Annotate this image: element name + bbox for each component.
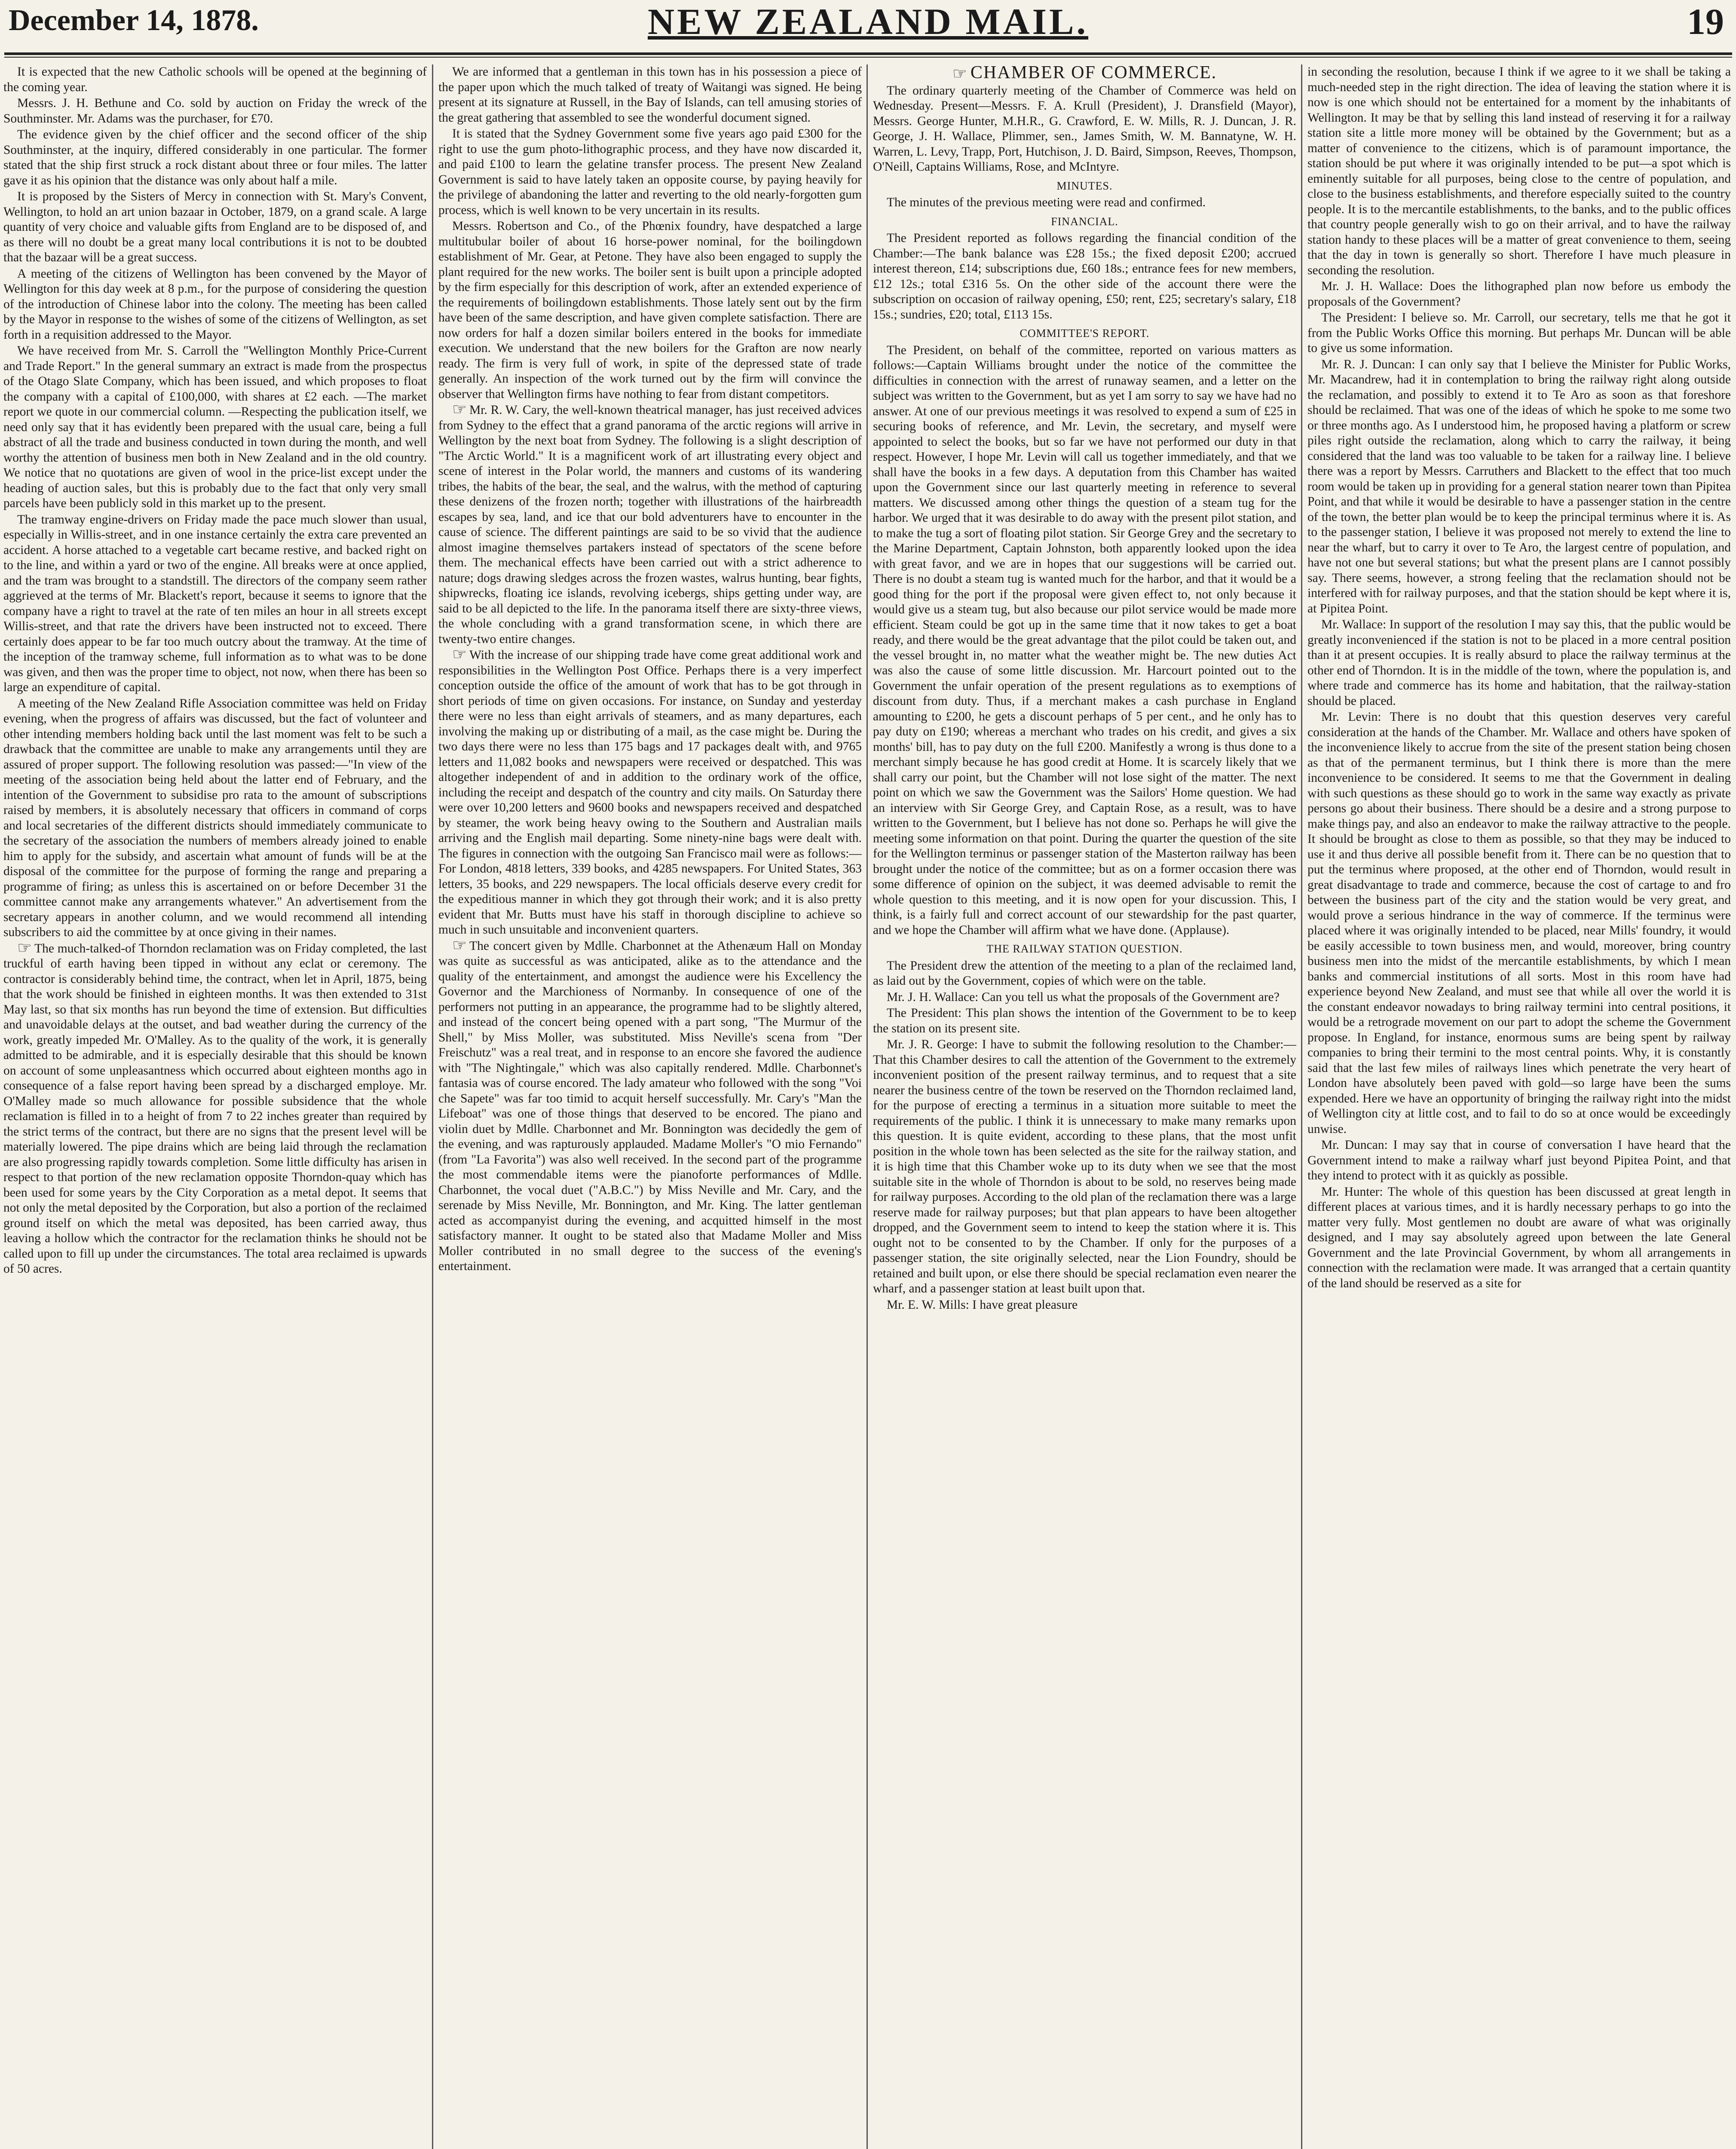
paragraph: The tramway engine-drivers on Friday made the pace much slower than usual, especially in Willis-street, and in one instance certainly the extra care prevented an accident. A horse attached to a vegetable cart became restive, and backed right on to the line, and within a yard or two of the engine. All breaks were at once applied, and the tram was brought to a standstill. The directors of the company seem rather aggrieved at the terms of Mr. Blackett's report, because it seems to ignore that the company have a right to travel at the rate of ten miles an hour in all streets except Willis-street, and that rate the drivers have been instructed not to exceed. There certainly does appear to be far too much outcry about the tramway. At the time of the inception of the tramway scheme, full information as to what was to be done was given, and then was the proper time to object, not now, when there has been so large an expenditure of capital. [3, 512, 427, 694]
paragraph-with-hand [3, 941, 427, 1277]
subheading-railway: THE RAILWAY STATION QUESTION. [986, 943, 1183, 955]
pointing-hand-icon: ☞ [17, 939, 32, 957]
paragraph: Mr. J. H. Wallace: Does the lithographed plan now before us embody the proposals of the Government? [1307, 279, 1731, 309]
paragraph: It is proposed by the Sisters of Mercy in connection with St. Mary's Convent, Wellington, to hold an art union bazaar in October, 1879, on a grand scale. A large quantity of very choice and valuable gifts from England are to be disposed of, and as there will no doubt be a great many local contributions it is not to be doubted that the bazaar will be a great success. [3, 190, 427, 264]
paragraph-with-hand [438, 936, 862, 1274]
paragraph-text: The concert given by Mdlle. Charbonnet at the Athenæum Hall on Monday was quite as successful as was anticipated, alike as to the attendance and the quality of the entertainment, and amongst the audience were his Excellency the Governor and the Marchioness of Normanby. In consequence of one of the performers not putting in an appearance, the programme had to be slightly altered, and instead of the concert being opened with a part song, "The Murmur of the Shell," by Miss Moller, was substituted. Miss Neville's scena from "Der Freischutz" was a real treat, and in response to an encore she favored the audience with "The Nightingale," which was also capitally rendered. Mdlle. Charbonnet's fantasia was of course encored. The lady amateur who followed with the song "Voi che Sapete" was far too timid to acquit herself successfully. Mr. Cary's "Man the Lifeboat" was one of those things that deserved to be encored. The piano and violin duet by Mdlle. Charbonnet and Mr. Bonnington was decidedly the gem of the evening, and was rapturously applauded. Madame Moller's "O mio Fernando" (from "La Favorita") was also well received. In the second part of the programme the most commendable items were the pianoforte performances of Mdlle. Charbonnet, the vocal duet ("A.B.C.") by Miss Neville and Mr. Cary, and the serenade by Miss Neville, Mr. Bonnington, and Mr. King. The latter gentleman acted as accompanyist during the evening, and acquitted himself in the most satisfactory manner. It ought to be stated also that Madame Moller and Miss Moller contributed in no small degree to the success of the evening's entertainment. [438, 939, 862, 1273]
paragraph: Messrs. J. H. Bethune and Co. sold by auction on Friday the wreck of the Southminster. Mr. Adams was the purchaser, for £70. [3, 96, 427, 126]
paragraph: We have received from Mr. S. Carroll the "Wellington Monthly Price-Current and Trade Report." In the general summary an extract is made from the prospectus of the Otago Slate Company, which has been issued, and which proposes to float the company with a capital of £100,000, with shares at £2 each. —The market report we quote in our commercial column. —Respecting the publication itself, we need only say that it has evidently been prepared with the usual care, being a full abstract of all the trade and business conducted in town during the month, and well worthy the attention of business men both in New Zealand and in the old country. We notice that no quotations are given of wool in the price-list except under the heading of auction sales, but this is probably due to the fact that only very small parcels have been publicly sold in this market up to the present. [3, 344, 427, 510]
section-heading [873, 65, 1296, 81]
pointing-hand-icon: ☞ [952, 65, 968, 83]
pointing-hand-icon: ☞ [452, 936, 467, 955]
paragraph: A meeting of the citizens of Wellington has been convened by the Mayor of Wellington for this day week at 8 p.m., for the purpose of considering the question of the introduction of Chinese labor into the colony. The meeting has been called by the Mayor in response to the wishes of some of the citizens of Wellington, as set forth in a requisition addressed to the Mayor. [3, 266, 427, 342]
column-rule [432, 64, 433, 2149]
paragraph-with-hand [438, 648, 862, 938]
paragraph: The President: I believe so. Mr. Carroll, our secretary, tells me that he got it from the Public Works Office this morning. But perhaps Mr. Duncan will be able to give us some information. [1307, 311, 1731, 355]
pointing-hand-icon: ☞ [452, 401, 467, 419]
masthead [0, 0, 1736, 52]
paragraph: in seconding the resolution, because I think if we agree to it we shall be taking a much-needed step in the right direction. The idea of leaving the station where it is now is one which should not be entertained for a moment by the inhabitants of Wellington. It may be that by selling this land instead of reserving it for a railway station site a little more money will be obtained by the Government; but as a matter of convenience to the citizens, which is of paramount importance, the station should be put where it was originally intended to be put—a spot which is eminently suitable for all purposes, being close to the centre of population, and close to the business establishments, and therefore especially suited to the country people. It is to the mercantile establishments, to the banks, and to the public offices that country people generally wish to go on their arrival, and to have the railway station handy to these places will be a matter of great convenience to them, seeing that the day in town is generally so short. Therefore I have much pleasure in seconding the resolution. [1307, 65, 1731, 277]
paragraph: A meeting of the New Zealand Rifle Association committee was held on Friday evening, when the progress of affairs was discussed, but the fact of volunteer and other intending members holding back until the last moment was felt to be such a drawback that the committee are unable to make any arrangements until they are assured of proper support. The following resolution was passed:—"In view of the meeting of the association being held about the latter end of February, and the intention of the Government to subsidise pro rata to the amount of subscriptions raised by members, it is absolutely necessary that officers in command of corps and local secretaries of the different districts should immediately communicate to the secretary of the association the numbers of members already joined to enable him to apply for the subsidy, and ascertain what amount of funds will be at the disposal of the committee for the purpose of forming the range and preparing a programme of firing; as unless this is ascertained on or before December 31 the committee cannot make any arrangements whatever." An advertisement from the secretary appears in another column, and we would recommend all intending subscribers to aid the committee by at once giving in their names. [3, 696, 427, 939]
column-2 [438, 64, 862, 2149]
paragraph: The President reported as follows regarding the financial condition of the Chamber:—The bank balance was £28 15s.; the fixed deposit £200; accrued interest thereon, £14; subscriptions due, £60 18s.; entrance fees for new members, £12 12s.; total £316 5s. On the other side of the account there were the subscription on occasion of railway opening, £50; rent, £25; secretary's salary, £18 15s.; sundries, £20; total, £113 15s. [873, 231, 1296, 321]
column-rule [1301, 64, 1302, 2149]
page-number: 19 [1687, 1, 1724, 42]
paragraph: Mr. Hunter: The whole of this question has been discussed at great length in different places at various times, and it is hardly necessary perhaps to go into the matter very fully. Most gentlemen no doubt are aware of what was originally designed, and I may say absolutely agreed upon between the late General Government and the late Provincial Government, by whom all arrangements in connection with the reclamation were made. It was arranged that a certain quantity of the land should be reserved as a site for [1307, 1185, 1731, 1290]
newspaper-title: NEW ZEALAND MAIL. [647, 1, 1089, 42]
paragraph: It is expected that the new Catholic schools will be opened at the beginning of the coming year. [3, 65, 427, 94]
paragraph: The minutes of the previous meeting were read and confirmed. [887, 196, 1206, 209]
column-rule [866, 64, 868, 2149]
paragraph: The President drew the attention of the meeting to a plan of the reclaimed land, as laid out by the Government, copies of which were on the table. [873, 958, 1296, 988]
paragraph-with-hand [438, 403, 862, 647]
paragraph: The President: This plan shows the intention of the Government to be to keep the station on its present site. [873, 1006, 1296, 1035]
subheading-committee: COMMITTEE'S REPORT. [1020, 327, 1150, 340]
paragraph: Mr. Levin: There is no doubt that this question deserves very careful consideration at the hands of the Chamber. Mr. Wallace and others have spoken of the inconvenience likely to accrue from the site of the present station being chosen as that of the permanent terminus, but I think there is more than the mere inconvenience to be considered. It seems to me that the Government in dealing with such questions as these should go to work in the same way exactly as private persons go about their business. There should be a desire and a strong purpose to make things pay, and also an endeavor to make the railway attractive to the people. It should be brought as close to them as possible, so that they may be induced to use it and thus derive all possible benefit from it. There can be no question that to put the terminus where proposed, at the other end of Thorndon, would result in great disadvantage to trade and commerce, because the cost of cartage to and fro between the business part of the city and the station would be very great, and would prove a serious hindrance in the way of commerce. If the terminus were placed where it was originally intended to be placed, near Mills' foundry, it would be easily accessible to town business men, and would, moreover, bring country business men into the midst of the mercantile establishments, by which I mean banks and commercial institutions of all sorts. Most in this room have had experience beyond New Zealand, and must see that while all over the world it is the constant endeavor nowadays to bring railway termini into central positions, it would be a retrograde movement on our part to adopt the scheme the Government propose. In England, for instance, enormous sums are being spent by railway companies to bring their termini to the most central points. Why, it is constantly said that the last few miles of railways lines which penetrate the very heart of London have absolutely been paved with gold—so large have been the sums expended. Here we have an opportunity of bringing the railway right into the midst of Wellington city at little cost, and to fail to do so at once would be exceedingly unwise. [1307, 710, 1731, 1136]
column-3 [873, 64, 1296, 2149]
subheading-minutes: MINUTES. [1056, 179, 1113, 192]
paragraph: We are informed that a gentleman in this town has in his possession a piece of the paper upon which the much talked of treaty of Waitangi was signed. He being present at its signature at Russell, in the Bay of Islands, can tell amusing stories of the great gathering that assembled to see the wonderful document signed. [438, 65, 862, 125]
masthead-rule-thin [4, 57, 1732, 58]
paragraph: Mr. E. W. Mills: I have great pleasure [887, 1298, 1078, 1312]
pointing-hand-icon: ☞ [452, 646, 467, 664]
paragraph: The ordinary quarterly meeting of the Chamber of Commerce was held on Wednesday. Present—Messrs. F. A. Krull (President), J. Dransfield (Mayor), Messrs. George Hunter, M.H.R., G. Crawford, E. W. Mills, R. J. Duncan, J. R. George, J. H. Wallace, Plimmer, sen., James Smith, W. M. Bannatyne, W. H. Warren, L. Levy, Trapp, Port, Hutchison, J. D. Baird, Simpson, Reeves, Thompson, O'Neill, Captains Williams, Rose, and McIntyre. [873, 83, 1296, 174]
paragraph: The evidence given by the chief officer and the second officer of the ship Southminster, at the inquiry, differed considerably in one particular. The former stated that the ship first struck a rock distant about three or four miles. The latter gave it as his opinion that the distance was only about half a mile. [3, 128, 427, 187]
subheading-financial: FINANCIAL. [1051, 215, 1118, 228]
paragraph: Messrs. Robertson and Co., of the Phœnix foundry, have despatched a large multitubular boiler of about 16 horse-power nominal, for the boilingdown establishment of Mr. Gear, at Petone. They have also been engaged to supply the plant required for the new works. The boiler sent is built upon a principle adopted by the firm especially for this description of work, after an extended experience of the requirements of boilingdown establishments. Those lately sent out by the firm have been of the same description, and have given complete satisfaction. There are now orders for half a dozen similar boilers entered in the books for immediate execution. We understand that the new boilers for the Grafton are now nearly ready. The firm is very full of work, in spite of the depressed state of trade generally. An inspection of the work turned out by the firm will convince the observer that Wellington firms have nothing to fear from distant competitors. [438, 219, 862, 401]
column-4 [1307, 64, 1731, 2149]
paragraph: Mr. J. R. George: I have to submit the following resolution to the Chamber:—That this Chamber desires to call the attention of the Government to the extremely inconvenient position of the present railway terminus, and to request that a site nearer the business centre of the town be reserved on the Thorndon reclaimed land, for the purpose of erecting a terminus in a situation more suitable to meet the requirements of the public. I think it is unnecessary to make many remarks upon this question. It is quite evident, according to these plans, that the most unfit position in the whole town has been selected as the site for the railway station, and it is high time that this Chamber woke up to its duty when we see that the most suitable site in the whole of Thorndon is about to be sold, no reserves being made for railway purposes. According to the old plan of the reclamation there was a large reserve made for railway purposes; but that plan appears to have been altogether dropped, and the Government seem to intend to keep the station where it is. This ought not to be consented to by the Chamber. If only for the purposes of a passenger station, the site originally selected, near the Lion Foundry, should be retained and built upon, or else there should be special reclamation even nearer the wharf, and a passenger station at least built upon that. [873, 1038, 1296, 1295]
paragraph-text: Mr. R. W. Cary, the well-known theatrical manager, has just received advices from Sydney to the effect that a grand panorama of the arctic regions will arrive in Wellington by the next boat from Sydney. The following is a slight description of "The Arctic World." It is a magnificent work of art illustrating every object and scene of interest in the Polar world, the manners and customs of its wandering tribes, the habits of the bear, the seal, and the walrus, with the method of capturing these denizens of the frozen north; together with illustrations of the hairbreadth escapes by sea, land, and ice that our bold adventurers have to encounter in the cause of science. The different paintings are said to be so vivid that the audience almost imagine themselves partakers instead of spectators of the scene before them. The mechanical effects have been carried out with a strict adherence to nature; dogs drawing sledges across the frozen wastes, walrus hunting, bear fights, shipwrecks, floating ice islands, revolving icebergs, ships getting under way, are said to be all depicted to the life. In the panorama itself there are sixty-three views, the whole concluding with a grand transformation scene, in which there are twenty-two entire changes. [438, 403, 862, 646]
paragraph: Mr. Duncan: I may say that in course of conversation I have heard that the Government intend to make a railway wharf just beyond Pipitea Point, and that they intend to protect with it as quickly as possible. [1307, 1138, 1731, 1182]
paragraph: The President, on behalf of the committee, reported on various matters as follows:—Captain Williams brought under the notice of the committee the difficulties in connection with the arrest of runaway seamen, and a letter on the subject was written to the Government, but as yet I am sorry to say we have had no answer. At one of our previous meetings it was resolved to expend a sum of £25 in securing books of reference, and Mr. Levin, the secretary, and myself were appointed to select the books, but so far we have not performed our duty in that respect. However, I hope Mr. Levin will call us together immediately, and that we shall have the books in a few days. A deputation from this Chamber has waited upon the Government since our last quarterly meeting in reference to several matters. We discussed among other things the question of a steam tug for the harbor. We urged that it was desirable to do away with the present pilot station, and to make the tug a sort of floating pilot station. Sir George Grey and the secretary to the Marine Department, Captain Johnston, both apparently looked upon the idea with great favor, and we are in hopes that our suggestions will be carried out. There is no doubt a steam tug is wanted much for the harbor, and that it would be a good thing for the port if the proposal were given effect to, not only because it would give us a steam tug, but also because our pilot service would be made more efficient. Steam could be got up in the same time that it now takes to get a boat ready, and there would be the great advantage that the pilot could be taken out, and the vessel brought in, no matter what the weather might be. The new duties Act was also the cause of some little discussion. Mr. Harcourt pointed out to the Government the unfair operation of the present regulations as to exemptions of discount from duty. Thus, if a merchant makes a cash purchase in England amounting to £200, he gets a discount perhaps of 5 per cent., and he only has to pay duty on £190; whereas a merchant who trades on his credit, and gives a six months' bill, has to pay duty on the full £200. Manifestly a wrong is thus done to a merchant simply because he has good credit at Home. It is scarcely likely that we shall carry our point, but the Chamber will not lose sight of the matter. The next point on which we saw the Government was the Sailors' Home question. We had an interview with Sir George Grey, and Captain Rose, as a result, was to have written to the Government, but I believe has not done so. Perhaps he will give the meeting some information on that point. During the quarter the question of the site for the Wellington terminus or passenger station of the Masterton railway has been brought under the notice of the committee; but as on a former occasion there was some difference of opinion on the subject, it was deemed advisable to remit the whole question to this meeting, and it is now open for your discussion. This, I think, is a fairly full and correct account of our stewardship for the past quarter, and we hope the Chamber will affirm what we have done. (Applause). [873, 343, 1296, 937]
section-heading-text: CHAMBER OF COMMERCE. [970, 64, 1217, 83]
issue-date: December 14, 1878. [9, 4, 259, 37]
paragraph: Mr. R. J. Duncan: I can only say that I believe the Minister for Public Works, Mr. Macandrew, had it in contemplation to bring the railway right along outside the reclamation, and possibly to extend it to Te Aro as soon as that foreshore should be reclaimed. That was one of the ideas of which he spoke to me some two or three months ago. As I understood him, he proposed having a platform or screw piles right outside the reclamation, along which to carry the railway, it being considered that the land was too valuable to be taken for a railway line. I believe there was a report by Messrs. Carruthers and Blackett to the effect that too much room would be taken up in providing for a general station nearer town than Pipitea Point, and that while it would be desirable to have a passenger station in the centre of the town, the better plan would be to keep the principal terminus where it is. As to the passenger station, I believe it was proposed not merely to extend the line to near the wharf, but to carry it over to Te Aro, the largest centre of population, and have not one but several stations; but what the present plans are I cannot possibly say. There seems, however, a strong feeling that the reclamation should not be interfered with for railway purposes, and that the station should be kept where it is, at Pipitea Point. [1307, 357, 1731, 615]
paragraph-text: The much-talked-of Thorndon reclamation was on Friday completed, the last truckful of earth having been tipped in without any eclat or ceremony. The contractor is considerably behind time, the contract, when let in April, 1875, being that the work should be finished in eighteen months. It was then extended to 31st May last, so that six months has run beyond the time of extension. But difficulties and unavoidable delays at the outset, and bad weather during the currency of the work, greatly impeded Mr. O'Malley. As to the quality of the work, it is generally admitted to be admirable, and it is especially desirable that this should be known on account of some unpleasantness which occurred about eighteen months ago in consequence of a false report having been spread by a discharged employe. Mr. O'Malley made so much allowance for possible subsidence that the whole reclamation is filled in to a height of from 7 to 22 inches greater than required by the strict terms of the contract, but there are no signs that the present level will be materially lowered. The pipe drains which are being laid through the reclamation are also progressing rapidly towards completion. Some little difficulty has arisen in respect to that portion of the new reclamation opposite Thorndon-quay which has been used for some years by the City Corporation as a metal depot. It seems that not only the metal deposited by the Corporation, but also a portion of the reclaimed ground itself on which the metal was deposited, has been carried away, thus leaving a hollow which the contractor for the reclamation thinks he should not be called upon to fill up under the circumstances. The total area reclaimed is upwards of 50 acres. [3, 941, 427, 1276]
paragraph: It is stated that the Sydney Government some five years ago paid £300 for the right to use the gum photo-lithographic process, and they have now discarded it, and paid £100 to learn the gelatine transfer process. The present New Zealand Government is said to have lately taken an opposite course, by paying heavily for the privilege of abandoning the latter and reverting to the old nearly-forgotten gum process, which is well known to be very uncertain in its results. [438, 127, 862, 217]
column-1 [3, 64, 427, 2149]
paragraph-text: With the increase of our shipping trade have come great additional work and responsibilities in the Wellington Post Office. Perhaps there is a very imperfect conception outside the office of the amount of work that has to be got through in short periods of time on given occasions. For instance, on Sunday and yesterday there were no less than eight arrivals of steamers, and as many departures, each involving the making up or distributing of a mail, as the case might be. During the two days there were no less than 175 bags and 17 packages dealt with, and 9765 letters and 11,082 books and newspapers were received or despatched. This was altogether independent of and in addition to the ordinary work of the office, including the receipt and despatch of the country and city mails. On Saturday there were over 10,200 letters and 9600 books and newspapers received and despatched by steamer, the work being heavy owing to the Southern and Australian mails arriving and the English mail departing. Some ninety-nine bags were dealt with. The figures in connection with the outgoing San Francisco mail were as follows:—For London, 4818 letters, 339 books, and 4285 newspapers. For United States, 363 letters, 35 books, and 229 newspapers. The local officials deserve every credit for the expeditious manner in which they got through their work; and it is also pretty evident that Mr. Butts must have his staff in thorough discipline to achieve so much in such unsuitable and inconvenient quarters. [438, 648, 862, 937]
paragraph: Mr. Wallace: In support of the resolution I may say this, that the public would be greatly inconvenienced if the station is not to be placed in a more central position than it at present occupies. It is really absurd to place the railway terminus at the other end of Thorndon. It is in the middle of the town, where the population is, and where trade and commerce has its home and habitation, that the railway-station should be placed. [1307, 618, 1731, 708]
masthead-rule [4, 52, 1732, 55]
paragraph: Mr. J. H. Wallace: Can you tell us what the proposals of the Government are? [887, 990, 1280, 1004]
